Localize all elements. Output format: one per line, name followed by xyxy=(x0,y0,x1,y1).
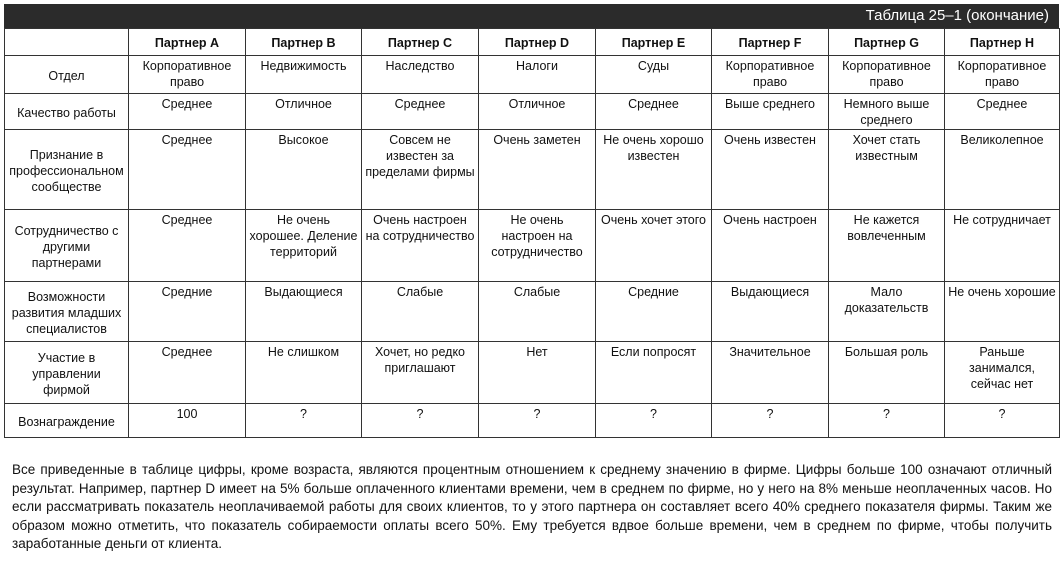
table-cell: Высокое xyxy=(246,130,362,210)
table-cell: Раньше занимался, сейчас нет xyxy=(945,342,1060,404)
row-label: Вознаграждение xyxy=(5,404,129,438)
table-cell: Выше среднего xyxy=(712,94,829,130)
table-cell: Корпоративное право xyxy=(129,56,246,94)
table-cell: Очень заметен xyxy=(479,130,596,210)
table-cell: Хочет, но редко приглашают xyxy=(362,342,479,404)
table-cell: Среднее xyxy=(129,94,246,130)
table-cell: Не очень хорошее. Деление территорий xyxy=(246,210,362,282)
table-cell: Совсем не известен за пределами фирмы xyxy=(362,130,479,210)
table-cell: Среднее xyxy=(129,342,246,404)
row-label: Участие в управлении фирмой xyxy=(5,342,129,404)
table-cell: Значительное xyxy=(712,342,829,404)
row-label: Возможности развития младших специалистов xyxy=(5,282,129,342)
table-cell: Великолепное xyxy=(945,130,1060,210)
table-cell: ? xyxy=(362,404,479,438)
table-caption: Таблица 25–1 (окончание) xyxy=(4,4,1059,28)
column-header: Партнер C xyxy=(362,29,479,56)
row-label: Качество работы xyxy=(5,94,129,130)
table-cell: ? xyxy=(479,404,596,438)
column-header: Партнер A xyxy=(129,29,246,56)
table-cell: Среднее xyxy=(129,130,246,210)
table-cell: Среднее xyxy=(945,94,1060,130)
table-cell: Не очень хорошо известен xyxy=(596,130,712,210)
table-row xyxy=(5,130,1060,210)
table-footnote: Все приведенные в таблице цифры, кроме возраста, являются процентным отношением к среднему значению в фирме. Цифры больше 100 означают отличный результат. Например, партнер D имеет на 5% больше оплаченного клиентами времени, чем в среднем по фирме, но у него на 8% меньше неоплаченных часов. Но если рассматривать показатель неоплачиваемой работы для своих клиентов, то у этого партнера он составляет всего 40% среднего показателя фирмы. Таким же образом можно отметить, что показатель собираемости оплаты всего 50%. Ему требуется вдвое больше времени, чем в среднем по фирме, чтобы получить заработанные деньги от клиента. xyxy=(12,462,1052,551)
table-cell: 100 xyxy=(129,404,246,438)
table-cell: ? xyxy=(829,404,945,438)
table-cell: Немного выше среднего xyxy=(829,94,945,130)
table-cell: Не очень настроен на сотрудничество xyxy=(479,210,596,282)
table-cell: ? xyxy=(596,404,712,438)
table-cell: Нет xyxy=(479,342,596,404)
table-cell: Корпоративное право xyxy=(945,56,1060,94)
header-row xyxy=(5,29,1060,56)
table-cell: Средние xyxy=(129,282,246,342)
table-cell: Не слишком xyxy=(246,342,362,404)
table-cell: Среднее xyxy=(362,94,479,130)
table-cell: Не очень хорошие xyxy=(945,282,1060,342)
table-row xyxy=(5,282,1060,342)
table-cell: Очень хочет этого xyxy=(596,210,712,282)
table-cell: Не кажется вовлеченным xyxy=(829,210,945,282)
table-cell: Хочет стать известным xyxy=(829,130,945,210)
table-cell: Суды xyxy=(596,56,712,94)
table-cell: Средние xyxy=(596,282,712,342)
table-cell: Очень настроен xyxy=(712,210,829,282)
partners-table xyxy=(4,28,1060,438)
table-cell: Большая роль xyxy=(829,342,945,404)
table-cell: Среднее xyxy=(596,94,712,130)
column-header: Партнер F xyxy=(712,29,829,56)
table-cell: Слабые xyxy=(362,282,479,342)
table-row xyxy=(5,404,1060,438)
column-header: Партнер E xyxy=(596,29,712,56)
table-cell: Наследство xyxy=(362,56,479,94)
table-row xyxy=(5,210,1060,282)
table-row xyxy=(5,94,1060,130)
table-cell: ? xyxy=(945,404,1060,438)
table-cell: Очень настроен на сотрудничество xyxy=(362,210,479,282)
table-cell: Если попросят xyxy=(596,342,712,404)
table-row xyxy=(5,342,1060,404)
column-header: Партнер D xyxy=(479,29,596,56)
table-cell: Не сотрудничает xyxy=(945,210,1060,282)
column-header: Партнер B xyxy=(246,29,362,56)
table-cell: Налоги xyxy=(479,56,596,94)
table-cell: Очень известен xyxy=(712,130,829,210)
table-cell: Корпоративное право xyxy=(829,56,945,94)
corner-cell xyxy=(5,29,129,56)
table-cell: Недвижимость xyxy=(246,56,362,94)
row-label: Признание в профессиональном сообществе xyxy=(5,130,129,210)
table-cell: Мало доказательств xyxy=(829,282,945,342)
table-cell: Корпоративное право xyxy=(712,56,829,94)
table-cell: Отличное xyxy=(246,94,362,130)
table-row xyxy=(5,56,1060,94)
table-cell: Выдающиеся xyxy=(246,282,362,342)
table-cell: ? xyxy=(712,404,829,438)
column-header: Партнер G xyxy=(829,29,945,56)
table-cell: Отличное xyxy=(479,94,596,130)
table-cell: Среднее xyxy=(129,210,246,282)
table-cell: Выдающиеся xyxy=(712,282,829,342)
table-cell: ? xyxy=(246,404,362,438)
row-label: Сотрудничество с другими партнерами xyxy=(5,210,129,282)
table-cell: Слабые xyxy=(479,282,596,342)
row-label: Отдел xyxy=(5,56,129,94)
column-header: Партнер H xyxy=(945,29,1060,56)
